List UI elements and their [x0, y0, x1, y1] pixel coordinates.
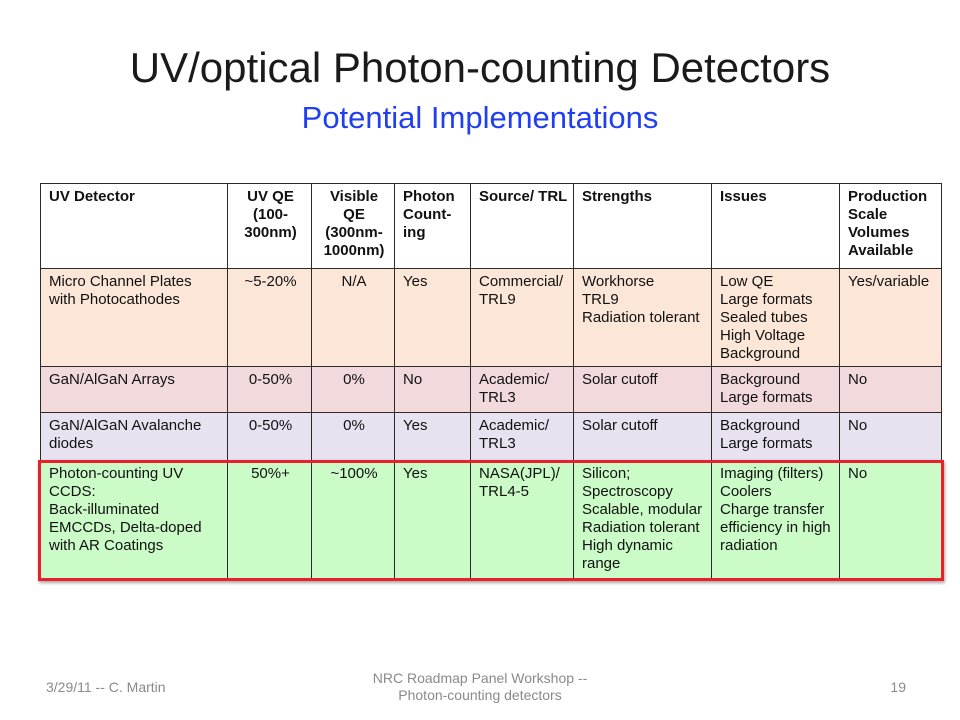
cell: [471, 269, 574, 367]
cell-line: ~100%: [330, 465, 378, 482]
cell-line: Issues: [720, 188, 767, 205]
cell-line: radiation: [720, 537, 778, 554]
cell-line: 1000nm): [323, 242, 385, 259]
table-row-gan-arrays: [41, 367, 942, 413]
cell-line: UV QE: [247, 188, 294, 205]
cell-line: TRL4-5: [479, 483, 530, 500]
cell-line: Imaging (filters): [720, 465, 824, 482]
footer-event-line: NRC Roadmap Panel Workshop --: [372, 670, 588, 686]
header-strengths: [574, 184, 712, 269]
cell: [395, 367, 471, 413]
cell-line: High dynamic: [582, 537, 673, 554]
cell: [312, 461, 395, 579]
cell-line: Large formats: [720, 291, 813, 308]
header-production-volumes: [840, 184, 942, 269]
cell-line: UV Detector: [49, 188, 135, 205]
header-uv-qe: [228, 184, 312, 269]
cell-line: High Voltage: [720, 327, 806, 344]
cell: [228, 413, 312, 461]
cell: [712, 367, 840, 413]
cell-line: with Photocathodes: [49, 291, 180, 308]
cell-line: diodes: [49, 435, 94, 452]
cell-line: Spectroscopy: [582, 483, 673, 500]
cell-line: Large formats: [720, 435, 813, 452]
cell-line: Solar cutoff: [582, 417, 658, 434]
cell-line: No: [403, 371, 423, 388]
cell: [41, 367, 228, 413]
cell-line: ing: [403, 224, 426, 241]
slide-subtitle: Potential Implementations: [301, 100, 659, 135]
cell-line: Scalable, modular: [582, 501, 703, 518]
cell-line: TRL9: [479, 291, 516, 308]
cell-line: N/A: [341, 273, 367, 290]
footer-event-line: Photon-counting detectors: [398, 687, 562, 703]
cell: [312, 269, 395, 367]
cell-line: Back-illuminated: [49, 501, 160, 518]
cell-line: Strengths: [582, 188, 653, 205]
cell: [712, 461, 840, 579]
cell-line: No: [848, 371, 868, 388]
cell-line: GaN/AlGaN Avalanche: [49, 417, 202, 434]
header-uv-detector: [41, 184, 228, 269]
cell-line: Low QE: [720, 273, 774, 290]
header-photon-counting: [395, 184, 471, 269]
cell-line: Solar cutoff: [582, 371, 658, 388]
cell-line: Photon-counting UV: [49, 465, 184, 482]
cell-line: QE: [343, 206, 365, 223]
cell-line: Academic/: [479, 417, 550, 434]
cell-line: GaN/AlGaN Arrays: [49, 371, 175, 388]
cell: [840, 461, 942, 579]
table-row-gan-avalanche: [41, 413, 942, 461]
cell-line: Volumes: [848, 224, 910, 241]
cell: [574, 367, 712, 413]
cell-line: CCDS:: [49, 483, 96, 500]
cell-line: Large formats: [720, 389, 813, 406]
cell: [840, 413, 942, 461]
cell-line: Silicon;: [582, 465, 631, 482]
cell-line: TRL3: [479, 435, 516, 452]
cell: [574, 461, 712, 579]
header-visible-qe: [312, 184, 395, 269]
cell: [41, 269, 228, 367]
cell-line: Background: [720, 417, 801, 434]
cell-line: Workhorse: [582, 273, 655, 290]
cell-line: No: [848, 417, 868, 434]
cell-line: Photon: [403, 188, 455, 205]
table-header-row: [41, 184, 942, 269]
cell: [840, 367, 942, 413]
cell-line: Micro Channel Plates: [49, 273, 192, 290]
cell-line: with AR Coatings: [49, 537, 164, 554]
cell-line: efficiency in high: [720, 519, 831, 536]
cell-line: range: [582, 555, 621, 572]
cell-line: NASA(JPL)/: [479, 465, 560, 482]
cell: [840, 269, 942, 367]
cell-line: Production: [848, 188, 928, 205]
cell-line: Background: [720, 371, 801, 388]
cell: [574, 413, 712, 461]
cell-line: (300nm-: [325, 224, 383, 241]
cell-line: 0%: [343, 417, 365, 434]
cell-line: TRL3: [479, 389, 516, 406]
cell-line: TRL9: [582, 291, 619, 308]
cell-line: Yes: [403, 273, 428, 290]
cell-line: No: [848, 465, 868, 482]
cell-line: Yes: [403, 465, 428, 482]
cell-line: Background: [720, 345, 801, 362]
cell: [312, 413, 395, 461]
cell: [471, 367, 574, 413]
cell-line: Charge transfer: [720, 501, 825, 518]
table-row-photon-counting-ccd: [41, 461, 942, 579]
cell-line: 0%: [343, 371, 365, 388]
cell-line: Coolers: [720, 483, 772, 500]
cell: [41, 413, 228, 461]
cell-line: 0-50%: [248, 371, 293, 388]
cell-line: Scale: [848, 206, 888, 223]
slide-title: UV/optical Photon-counting Detectors: [129, 44, 831, 91]
cell: [471, 413, 574, 461]
cell: [395, 461, 471, 579]
table-row-mcp: [41, 269, 942, 367]
cell-line: Yes: [403, 417, 428, 434]
cell-line: Count-: [403, 206, 452, 223]
footer-event: [330, 670, 630, 704]
cell: [712, 413, 840, 461]
cell-line: 0-50%: [248, 417, 293, 434]
cell-line: (100-: [252, 206, 289, 223]
cell: [41, 461, 228, 579]
header-source-trl: [471, 184, 574, 269]
header-issues: [712, 184, 840, 269]
cell-line: Visible: [329, 188, 379, 205]
cell: [228, 367, 312, 413]
cell: [574, 269, 712, 367]
cell-line: ~5-20%: [244, 273, 297, 290]
cell: [712, 269, 840, 367]
cell-line: 300nm): [244, 224, 297, 241]
detector-comparison-table: [40, 183, 942, 579]
cell: [471, 461, 574, 579]
cell: [228, 269, 312, 367]
cell: [395, 269, 471, 367]
cell-line: Academic/: [479, 371, 550, 388]
cell: [312, 367, 395, 413]
cell-line: Source/ TRL: [479, 188, 568, 205]
cell-line: Available: [848, 242, 914, 259]
cell-line: 50%+: [251, 465, 290, 482]
cell: [228, 461, 312, 579]
footer-date-author: 3/29/11 -- C. Martin: [46, 679, 166, 695]
cell-line: Yes/variable: [848, 273, 930, 290]
page-number: 19: [890, 679, 906, 695]
cell-line: Radiation tolerant: [582, 519, 700, 536]
cell-line: Radiation tolerant: [582, 309, 700, 326]
cell: [395, 413, 471, 461]
cell-line: EMCCDs, Delta-doped: [49, 519, 202, 536]
cell-line: Sealed tubes: [720, 309, 808, 326]
cell-line: Commercial/: [479, 273, 564, 290]
